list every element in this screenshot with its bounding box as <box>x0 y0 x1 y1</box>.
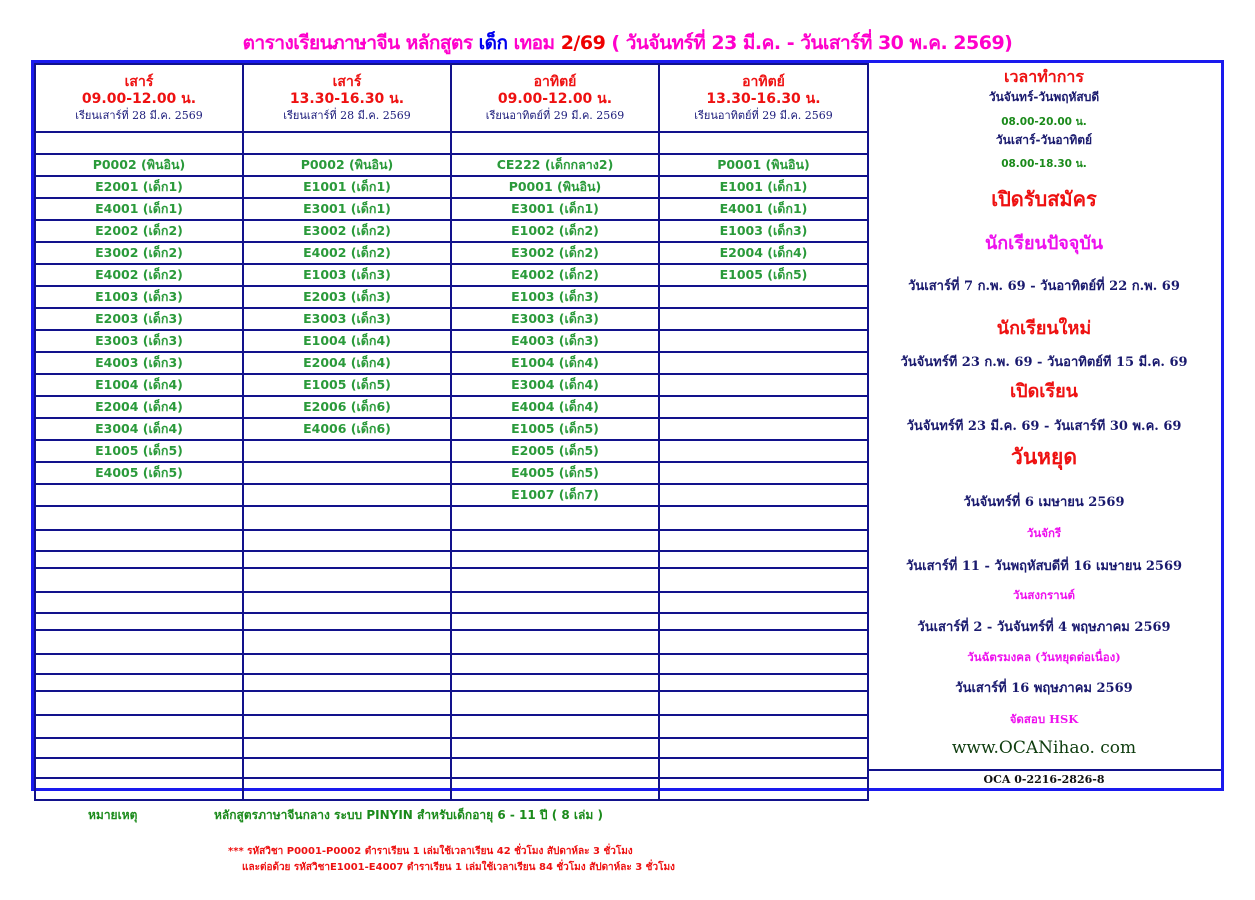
table-row <box>35 242 868 264</box>
course-cell: E2005 (เด็ก5) <box>451 440 659 462</box>
course-cell: E3001 (เด็ก1) <box>451 198 659 220</box>
course-cell <box>243 691 451 715</box>
course-cell <box>35 530 243 551</box>
time-label: 13.30-16.30 น. <box>289 91 405 108</box>
course-cell: E1005 (เด็ก5) <box>35 440 243 462</box>
new-students-dates: วันจันทร์ที 23 ก.พ. 69 - วันอาทิตย์ที 15 มี.ค. 69 <box>900 355 1188 370</box>
course-cell <box>243 738 451 758</box>
course-cell: E1004 (เด็ก4) <box>451 352 659 374</box>
table-row <box>35 654 868 674</box>
course-cell <box>35 738 243 758</box>
table-row <box>35 530 868 551</box>
course-cell <box>451 654 659 674</box>
table-row <box>35 440 868 462</box>
title-term: 2/69 <box>560 32 606 54</box>
course-cell: E3002 (เด็ก2) <box>35 242 243 264</box>
course-cell <box>35 551 243 568</box>
course-cell <box>243 484 451 506</box>
day-label: อาทิตย์ <box>742 73 785 90</box>
course-cell <box>451 592 659 613</box>
table-row <box>35 551 868 568</box>
course-cell <box>35 674 243 691</box>
course-cell <box>659 738 868 758</box>
course-cell <box>659 418 868 440</box>
open-class-title: เปิดเรียน <box>1010 381 1078 402</box>
course-cell <box>243 715 451 738</box>
songkran-label: วันสงกรานต์ <box>1013 588 1075 602</box>
course-cell <box>659 691 868 715</box>
course-cell: P0001 (พินอิน) <box>659 154 868 176</box>
note-label: หมายเหตุ <box>88 808 138 822</box>
course-cell: E2002 (เด็ก2) <box>35 220 243 242</box>
course-cell <box>659 758 868 778</box>
course-cell <box>659 630 868 654</box>
time-label: 13.30-16.30 น. <box>706 91 821 108</box>
course-cell: E2003 (เด็ก3) <box>35 308 243 330</box>
course-cell <box>451 530 659 551</box>
course-cell: E2004 (เด็ก4) <box>243 352 451 374</box>
course-cell <box>243 551 451 568</box>
course-cell <box>243 568 451 592</box>
day-label: เสาร์ <box>332 73 362 90</box>
course-cell <box>659 396 868 418</box>
table-row <box>35 220 868 242</box>
course-cell: E3003 (เด็ก3) <box>243 308 451 330</box>
course-cell <box>35 654 243 674</box>
date-label: เรียนเสาร์ที่ 28 มี.ค. 2569 <box>283 108 411 122</box>
open-class-dates: วันจันทร์ที 23 มี.ค. 69 - วันเสาร์ที 30 พ.ค. 69 <box>906 419 1182 434</box>
course-cell: E3003 (เด็ก3) <box>35 330 243 352</box>
weekday-label: วันจันทร์-วันพฤหัสบดี <box>988 90 1100 104</box>
course-cell <box>451 551 659 568</box>
course-cell: E4002 (เด็ก2) <box>35 264 243 286</box>
course-cell <box>451 132 659 154</box>
table-row <box>35 715 868 738</box>
holiday-title: วันหยุด <box>1011 445 1077 469</box>
note-line-1: *** รหัสวิชา P0001-P0002 ตำราเรียน 1 เล่มใช้เวลาเรียน 42 ชั่วโมง สัปดาห์ละ 3 ชั่วโมง <box>228 846 633 857</box>
website-link[interactable]: www.OCANihao. com <box>951 738 1137 758</box>
course-cell <box>659 654 868 674</box>
holiday-date-4: วันเสาร์ที่ 16 พฤษภาคม 2569 <box>955 681 1133 696</box>
table-row <box>35 484 868 506</box>
table-row <box>35 630 868 654</box>
course-cell <box>35 691 243 715</box>
course-cell <box>659 506 868 530</box>
course-cell <box>659 352 868 374</box>
schedule-table <box>34 63 869 801</box>
course-cell <box>243 506 451 530</box>
course-cell <box>35 715 243 738</box>
enroll-title: เปิดรับสมัคร <box>991 187 1097 211</box>
table-row <box>35 462 868 484</box>
table-row <box>35 352 868 374</box>
course-cell <box>243 462 451 484</box>
course-cell <box>451 778 659 800</box>
course-cell: E2004 (เด็ก4) <box>35 396 243 418</box>
coronation-day-label: วันฉัตรมงคล (วันหยุดต่อเนื่อง) <box>967 650 1121 664</box>
table-row <box>35 568 868 592</box>
course-cell <box>659 484 868 506</box>
course-cell <box>35 132 243 154</box>
hsk-exam-label: จัดสอบ HSK <box>1009 712 1079 726</box>
course-cell <box>243 613 451 630</box>
table-row <box>35 758 868 778</box>
column-header <box>35 64 243 132</box>
note-line-2: และต่อด้วย รหัสวิชาE1001-E4007 ตำราเรียน 1 เล่มใช้เวลาเรียน 84 ชั่วโมง สัปดาห์ละ 3 ชั่วโมง <box>242 862 675 873</box>
table-row <box>35 691 868 715</box>
chakri-day-label: วันจักรี <box>1026 526 1062 540</box>
date-label: เรียนเสาร์ที่ 28 มี.ค. 2569 <box>75 108 203 122</box>
course-cell <box>35 484 243 506</box>
table-row <box>35 198 868 220</box>
course-cell <box>451 691 659 715</box>
course-cell <box>659 568 868 592</box>
course-cell <box>243 758 451 778</box>
weekend-hours: 08.00-18.30 น. <box>1001 158 1087 170</box>
course-cell: E3001 (เด็ก1) <box>243 198 451 220</box>
title-term-label: เทอม <box>507 32 561 54</box>
course-cell <box>451 568 659 592</box>
course-cell: E1003 (เด็ก3) <box>659 220 868 242</box>
new-students-title: นักเรียนใหม่ <box>996 318 1092 339</box>
course-cell <box>659 674 868 691</box>
course-cell <box>243 778 451 800</box>
course-cell: E1002 (เด็ก2) <box>451 220 659 242</box>
course-cell: E1005 (เด็ก5) <box>659 264 868 286</box>
current-students-dates: วันเสาร์ที่ 7 ก.พ. 69 - วันอาทิตย์ที่ 22 ก.พ. 69 <box>908 279 1180 294</box>
header-row <box>35 64 868 132</box>
title-course: เด็ก <box>478 32 508 54</box>
course-cell <box>35 778 243 800</box>
course-cell <box>451 674 659 691</box>
course-cell <box>451 715 659 738</box>
course-cell: CE222 (เด็กกลาง2) <box>451 154 659 176</box>
course-cell <box>659 308 868 330</box>
weekend-label: วันเสาร์-วันอาทิตย์ <box>995 133 1093 147</box>
course-cell: P0002 (พินอิน) <box>243 154 451 176</box>
table-row <box>35 418 868 440</box>
course-cell: E3003 (เด็ก3) <box>451 308 659 330</box>
course-cell: E1003 (เด็ก3) <box>243 264 451 286</box>
course-cell <box>243 530 451 551</box>
table-row <box>35 613 868 630</box>
title-dates: ( วันจันทร์ที่ 23 มี.ค. - วันเสาร์ที่ 30 พ.ค. 2569) <box>605 32 1013 54</box>
course-cell: E1003 (เด็ก3) <box>35 286 243 308</box>
course-cell <box>35 758 243 778</box>
course-cell <box>243 630 451 654</box>
course-cell: E4002 (เด็ก2) <box>243 242 451 264</box>
course-cell: E4001 (เด็ก1) <box>35 198 243 220</box>
course-cell: E4005 (เด็ก5) <box>35 462 243 484</box>
course-cell: E4003 (เด็ก3) <box>35 352 243 374</box>
time-label: 09.00-12.00 น. <box>81 91 197 108</box>
course-cell <box>35 592 243 613</box>
course-cell: E1001 (เด็ก1) <box>659 176 868 198</box>
course-cell: E3004 (เด็ก4) <box>451 374 659 396</box>
course-cell <box>451 738 659 758</box>
course-cell <box>659 592 868 613</box>
hours-title: เวลาทำการ <box>1003 67 1085 86</box>
course-cell: E4002 (เด็ก2) <box>451 264 659 286</box>
course-cell: E4004 (เด็ก4) <box>451 396 659 418</box>
course-cell <box>243 592 451 613</box>
course-cell: E1003 (เด็ก3) <box>451 286 659 308</box>
table-row <box>35 592 868 613</box>
course-cell: E3002 (เด็ก2) <box>243 220 451 242</box>
column-header <box>243 64 451 132</box>
course-cell <box>35 613 243 630</box>
course-cell <box>243 654 451 674</box>
phone-number: OCA 0-2216-2826-8 <box>983 773 1105 786</box>
title-prefix: ตารางเรียนภาษาจีน หลักสูตร <box>242 32 479 54</box>
course-cell <box>659 330 868 352</box>
course-cell <box>659 440 868 462</box>
course-cell: E4001 (เด็ก1) <box>659 198 868 220</box>
course-cell <box>451 506 659 530</box>
holiday-date-1: วันจันทร์ที่ 6 เมษายน 2569 <box>963 495 1125 510</box>
course-cell: E4003 (เด็ก3) <box>451 330 659 352</box>
course-cell <box>35 630 243 654</box>
column-header <box>659 64 868 132</box>
course-cell: E1001 (เด็ก1) <box>243 176 451 198</box>
course-cell: P0002 (พินอิน) <box>35 154 243 176</box>
page-title <box>0 28 1255 58</box>
table-row <box>35 308 868 330</box>
holiday-date-3: วันเสาร์ที่ 2 - วันจันทร์ที่ 4 พฤษภาคม 2569 <box>917 620 1171 635</box>
course-cell <box>243 440 451 462</box>
holiday-date-2: วันเสาร์ที่ 11 - วันพฤหัสบดีที่ 16 เมษายน 2569 <box>905 559 1183 574</box>
time-label: 09.00-12.00 น. <box>497 91 613 108</box>
course-cell: E4005 (เด็ก5) <box>451 462 659 484</box>
course-cell <box>451 613 659 630</box>
course-cell <box>35 506 243 530</box>
course-cell <box>659 551 868 568</box>
table-row <box>35 506 868 530</box>
table-row <box>35 330 868 352</box>
current-students-title: นักเรียนปัจจุบัน <box>984 233 1104 254</box>
course-cell: E1005 (เด็ก5) <box>451 418 659 440</box>
column-header <box>451 64 659 132</box>
course-cell: E3004 (เด็ก4) <box>35 418 243 440</box>
course-cell: E1004 (เด็ก4) <box>35 374 243 396</box>
course-cell <box>243 132 451 154</box>
course-cell <box>451 758 659 778</box>
info-panel <box>867 63 1221 788</box>
course-cell: E1005 (เด็ก5) <box>243 374 451 396</box>
course-cell: E2003 (เด็ก3) <box>243 286 451 308</box>
course-cell <box>451 630 659 654</box>
weekday-hours: 08.00-20.00 น. <box>1001 116 1087 128</box>
phone-row <box>867 769 1221 790</box>
course-cell <box>659 530 868 551</box>
course-cell <box>659 286 868 308</box>
date-label: เรียนอาทิตย์ที่ 29 มี.ค. 2569 <box>485 108 625 122</box>
course-cell: E2004 (เด็ก4) <box>659 242 868 264</box>
course-cell: E1004 (เด็ก4) <box>243 330 451 352</box>
course-cell <box>659 374 868 396</box>
course-cell <box>659 132 868 154</box>
course-cell: E2001 (เด็ก1) <box>35 176 243 198</box>
course-cell <box>659 715 868 738</box>
course-cell: E3002 (เด็ก2) <box>451 242 659 264</box>
table-row <box>35 778 868 800</box>
day-label: เสาร์ <box>124 73 154 90</box>
schedule-frame <box>31 60 1224 791</box>
course-cell <box>659 778 868 800</box>
table-row <box>35 176 868 198</box>
table-row <box>35 374 868 396</box>
course-cell: E2006 (เด็ก6) <box>243 396 451 418</box>
course-cell: P0001 (พินอิน) <box>451 176 659 198</box>
course-cell: E4006 (เด็ก6) <box>243 418 451 440</box>
table-row <box>35 132 868 154</box>
day-label: อาทิตย์ <box>533 73 577 90</box>
course-cell <box>35 568 243 592</box>
table-row <box>35 286 868 308</box>
course-cell: E1007 (เด็ก7) <box>451 484 659 506</box>
table-row <box>35 674 868 691</box>
table-row <box>35 154 868 176</box>
course-cell <box>659 462 868 484</box>
course-cell <box>243 674 451 691</box>
table-row <box>35 738 868 758</box>
table-row <box>35 396 868 418</box>
date-label: เรียนอาทิตย์ที่ 29 มี.ค. 2569 <box>694 108 833 122</box>
note-main: หลักสูตรภาษาจีนกลาง ระบบ PINYIN สำหรับเด็กอายุ 6 - 11 ปี ( 8 เล่ม ) <box>214 808 603 822</box>
course-cell <box>659 613 868 630</box>
table-row <box>35 264 868 286</box>
